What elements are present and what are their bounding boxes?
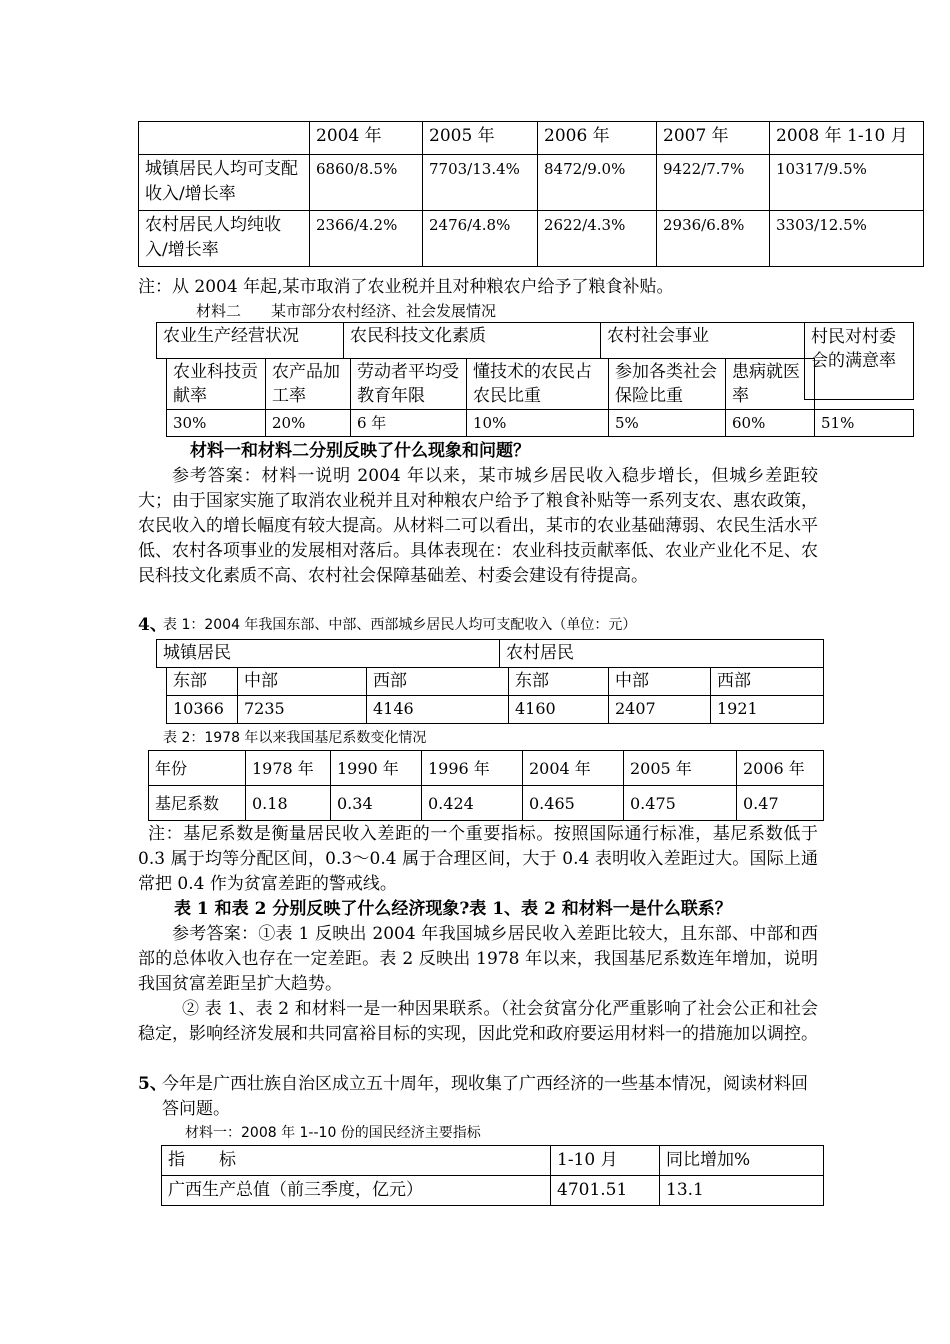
table5-header: 同比增加%	[660, 1146, 824, 1176]
table2-value: 6 年	[350, 409, 467, 437]
table5-row-label: 广西生产总值（前三季度，亿元）	[162, 1176, 551, 1206]
table2-subhead: 劳动者平均受教育年限	[350, 358, 467, 410]
table1-header-cell: 2007 年	[657, 122, 770, 155]
table2-value: 60%	[725, 409, 815, 437]
gini-table	[148, 750, 824, 821]
table3-value: 7235	[237, 695, 367, 724]
table3-subhead: 中部	[608, 667, 711, 696]
table4-value: 0.424	[422, 786, 523, 821]
table5-value: 4701.51	[551, 1176, 660, 1206]
table4-header: 2004 年	[523, 751, 624, 786]
table4-value: 0.475	[624, 786, 737, 821]
question-5-number: 5、	[138, 1074, 167, 1094]
table3-value: 1921	[710, 695, 824, 724]
table3-subhead: 东部	[508, 667, 609, 696]
answer-3: 参考答案：材料一说明 2004 年以来，某市城乡居民收入稳步增长，但城乡差距较大；由于国家实施了取消农业税并且对种粮农户给予了粮食补贴等一系列支农、惠农政策，农民收入的增长幅度有较大提高。从材料二可以看出，某市的农业基础薄弱、农民生活水平低、农村各项事业的发展相对落后。具体表现在：农业科技贡献率低、农业产业化不足、农民科技文化素质不高、农村社会保障基础差、村委会建设有待提高。	[138, 466, 818, 586]
question-4: 表 1 和表 2 分别反映了什么经济现象?表 1、表 2 和材料一是什么联系？	[174, 899, 732, 919]
table4-header: 2005 年	[624, 751, 737, 786]
table2-group: 农民科技文化素质	[343, 322, 601, 359]
question-3: 材料一和材料二分别反映了什么现象和问题？	[190, 441, 530, 461]
table3-subhead: 西部	[366, 667, 509, 696]
table3-caption: 表 1：2004 年我国东部、中部、西部城乡居民人均可支配收入（单位：元）	[163, 617, 637, 633]
table5-caption: 材料一：2008 年 1--10 份的国民经济主要指标	[185, 1125, 481, 1141]
table1-header-blank	[139, 122, 310, 155]
table2-subhead: 患病就医率	[725, 358, 815, 410]
table1-cell: 2936/6.8%	[657, 211, 770, 267]
table2-subhead: 农业科技贡献率	[166, 358, 266, 410]
table4-value: 0.465	[523, 786, 624, 821]
table5-header: 指 标	[162, 1146, 551, 1176]
table1-cell: 6860/8.5%	[310, 155, 423, 211]
table4-value: 0.47	[737, 786, 824, 821]
income-growth-table	[138, 121, 924, 267]
table4-header: 1978 年	[246, 751, 331, 786]
table2-value: 51%	[814, 409, 914, 437]
table3-subhead: 中部	[237, 667, 367, 696]
table2-group: 农业生产经营状况	[156, 322, 344, 359]
table1-cell: 8472/9.0%	[538, 155, 657, 211]
table5-header: 1-10 月	[551, 1146, 660, 1176]
answer-4-part2: ② 表 1、表 2 和材料一是一种因果联系。（社会贫富分化严重影响了社会公正和社会稳定，影响经济发展和共同富裕目标的实现，因此党和政府要运用材料一的措施加以调控。	[138, 999, 818, 1044]
table4-caption: 表 2：1978 年以来我国基尼系数变化情况	[163, 730, 427, 746]
table2-subhead: 懂技术的农民占农民比重	[466, 358, 609, 410]
table2-value: 5%	[608, 409, 726, 437]
table1-cell: 2622/4.3%	[538, 211, 657, 267]
table2-group-satisfaction: 村民对村委会的满意率	[804, 322, 914, 400]
table3-value: 10366	[166, 695, 238, 724]
table1-cell: 9422/7.7%	[657, 155, 770, 211]
table4-header: 2006 年	[737, 751, 824, 786]
table1-row-label: 农村居民人均纯收入/增长率	[139, 211, 310, 267]
guangxi-indicator-table	[161, 1145, 824, 1206]
table2-subhead: 参加各类社会保险比重	[608, 358, 726, 410]
table3-value: 2407	[608, 695, 711, 724]
table1-cell: 2366/4.2%	[310, 211, 423, 267]
table1-cell: 2476/4.8%	[423, 211, 538, 267]
material2-title: 材料二 某市部分农村经济、社会发展情况	[196, 302, 497, 320]
table2-subhead: 农产品加工率	[265, 358, 351, 410]
table4-header: 年份	[149, 751, 246, 786]
question-4-number: 4、	[138, 615, 167, 635]
table1-header-cell: 2005 年	[423, 122, 538, 155]
table3-group: 城镇居民	[156, 639, 500, 668]
table3-group: 农村居民	[499, 639, 824, 668]
table3-subhead: 西部	[710, 667, 824, 696]
table2-group: 农村社会事业	[600, 322, 805, 359]
table4-row-label: 基尼系数	[149, 786, 246, 821]
table1-cell: 7703/13.4%	[423, 155, 538, 211]
question-5: 今年是广西壮族自治区成立五十周年，现收集了广西经济的一些基本情况，阅读材料回答问题。	[162, 1074, 808, 1119]
table4-value: 0.34	[331, 786, 422, 821]
table4-header: 1990 年	[331, 751, 422, 786]
table2-value: 10%	[466, 409, 609, 437]
table1-cell: 10317/9.5%	[770, 155, 924, 211]
table1-header-cell: 2008 年 1-10 月	[770, 122, 924, 155]
table1-header-cell: 2004 年	[310, 122, 423, 155]
table2-value: 30%	[166, 409, 266, 437]
table3-value: 4146	[366, 695, 509, 724]
table3-subhead: 东部	[166, 667, 238, 696]
table5-value: 13.1	[660, 1176, 824, 1206]
table4-header: 1996 年	[422, 751, 523, 786]
table3-value: 4160	[508, 695, 609, 724]
table1-header-cell: 2006 年	[538, 122, 657, 155]
gini-note: 注：基尼系数是衡量居民收入差距的一个重要指标。按照国际通行标准，基尼系数低于 0.3 属于均等分配区间，0.3～0.4 属于合理区间，大于 0.4 表明收入差距过大。国际上通常把 0.4 作为贫富差距的警戒线。	[138, 824, 818, 894]
note1: 注：从 2004 年起,某市取消了农业税并且对种粮农户给予了粮食补贴。	[138, 277, 674, 297]
table4-value: 0.18	[246, 786, 331, 821]
table2-value: 20%	[265, 409, 351, 437]
table1-cell: 3303/12.5%	[770, 211, 924, 267]
answer-4-part1: 参考答案：①表 1 反映出 2004 年我国城乡居民收入差距比较大，且东部、中部和西部的总体收入也存在一定差距。表 2 反映出 1978 年以来，我国基尼系数连年增加，说明我国贫富差距呈扩大趋势。	[138, 924, 818, 994]
table1-row-label: 城镇居民人均可支配收入/增长率	[139, 155, 310, 211]
